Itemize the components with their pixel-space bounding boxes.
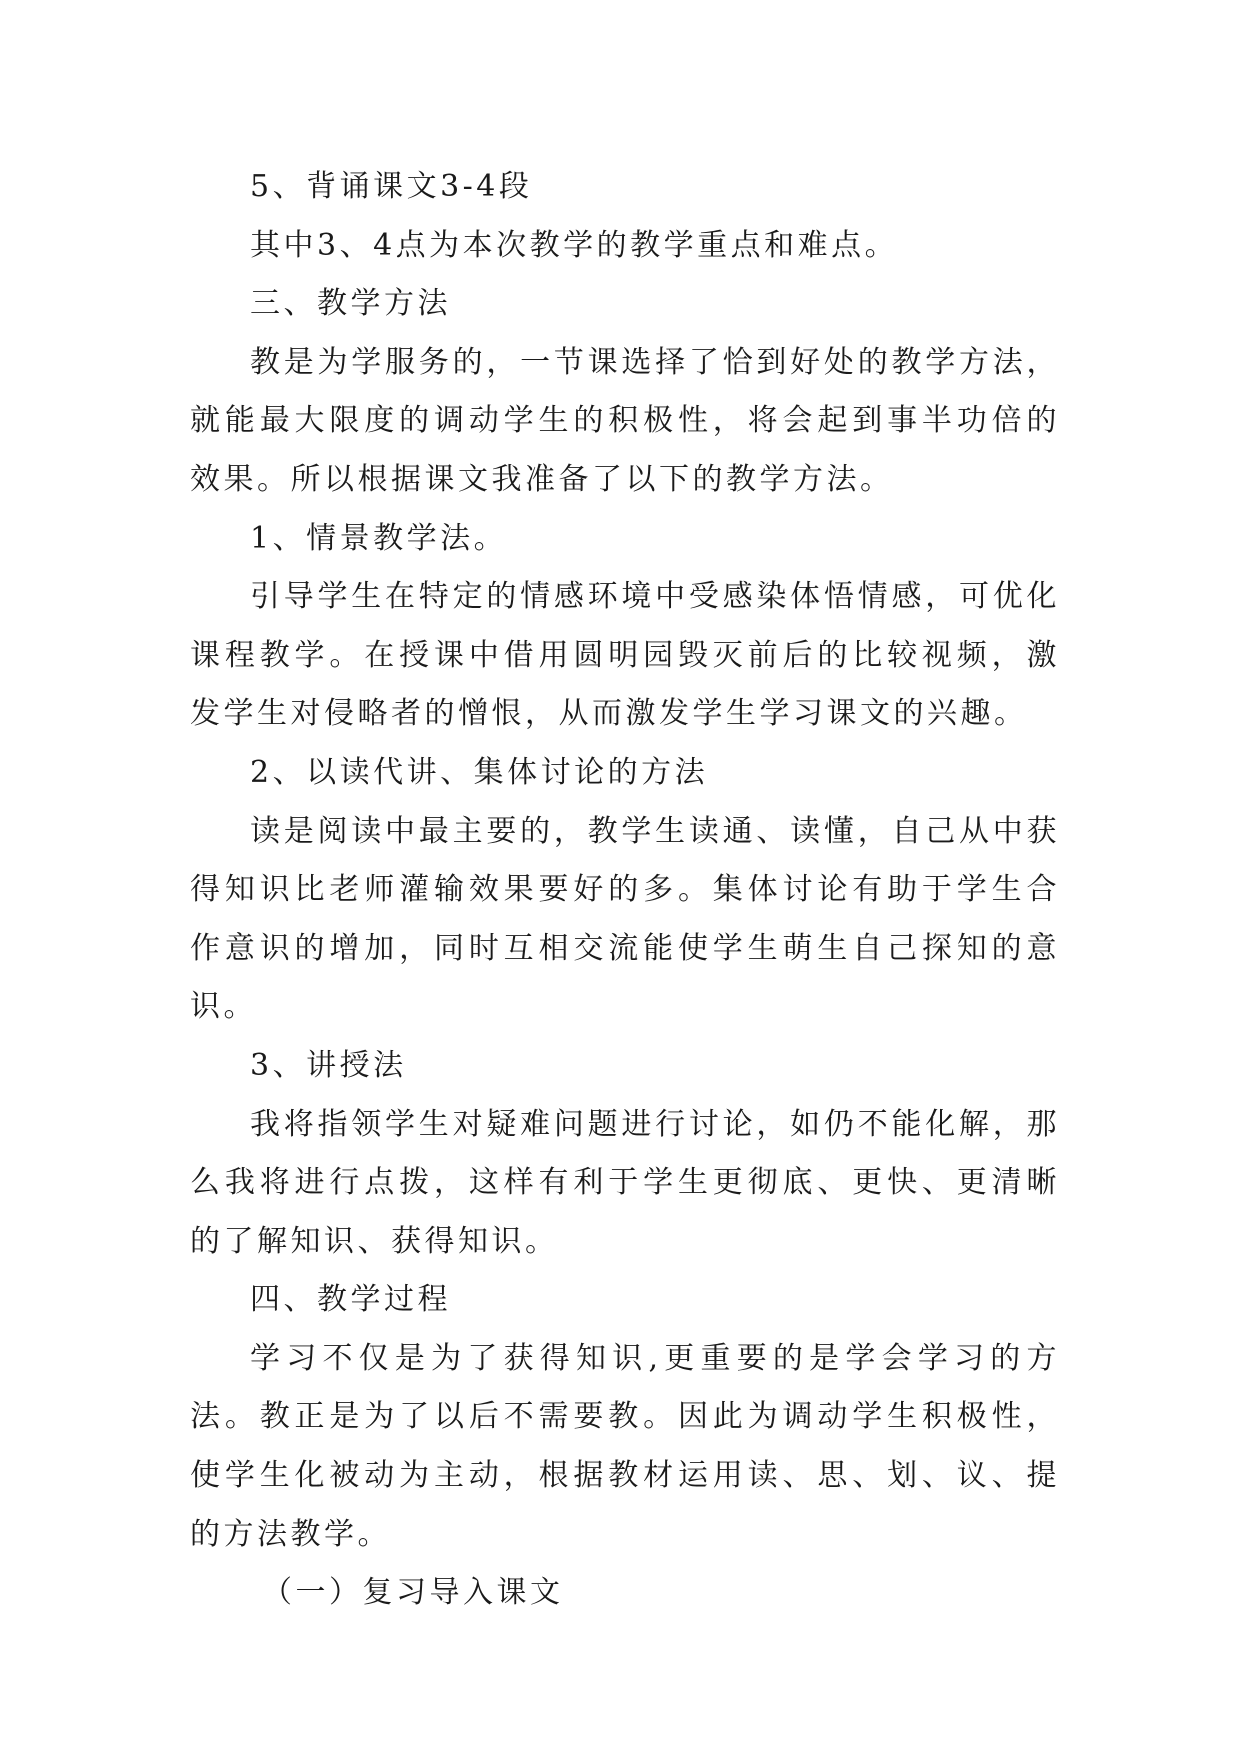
- method-paragraph-situational: 引导学生在特定的情感环境中受感染体悟情感，可优化课程教学。在授课中借用圆明园毁灭前后的比较视频，激发学生对侵略者的憎恨，从而激发学生学习课文的兴趣。: [190, 579, 1060, 732]
- key-points-note: 其中3、4点为本次教学的教学重点和难点。: [250, 227, 899, 263]
- subsection-heading-review: （一）复习导入课文: [262, 1575, 564, 1611]
- method-heading-situational: 1、情景教学法。: [250, 520, 508, 556]
- methods-intro-paragraph: 教是为学服务的，一节课选择了恰到好处的教学方法，就能最大限度的调动学生的积极性，将会起到事半功倍的效果。所以根据课文我准备了以下的教学方法。: [190, 344, 1060, 497]
- method-paragraph-reading-discussion: 读是阅读中最主要的，教学生读通、读懂，自己从中获得知识比老师灌输效果要好的多。集体讨论有助于学生合作意识的增加，同时互相交流能使学生萌生自己探知的意识。: [190, 813, 1060, 1025]
- method-paragraph-lecture: 我将指领学生对疑难问题进行讨论，如仍不能化解，那么我将进行点拨，这样有利于学生更彻底、更快、更清晰的了解知识、获得知识。: [190, 1106, 1060, 1259]
- section-heading-teaching-methods: 三、教学方法: [250, 286, 451, 322]
- section-heading-teaching-process: 四、教学过程: [250, 1282, 451, 1318]
- method-heading-reading-discussion: 2、以读代讲、集体讨论的方法: [250, 754, 709, 790]
- method-heading-lecture: 3、讲授法: [250, 1047, 407, 1083]
- process-intro-paragraph: 学习不仅是为了获得知识,更重要的是学会学习的方法。教正是为了以后不需要教。因此为调动学生积极性，使学生化被动为主动，根据教材运用读、思、划、议、提的方法教学。: [190, 1340, 1060, 1552]
- document-body: [190, 158, 1060, 1623]
- list-item-recite: 5、背诵课文3-4段: [250, 169, 533, 204]
